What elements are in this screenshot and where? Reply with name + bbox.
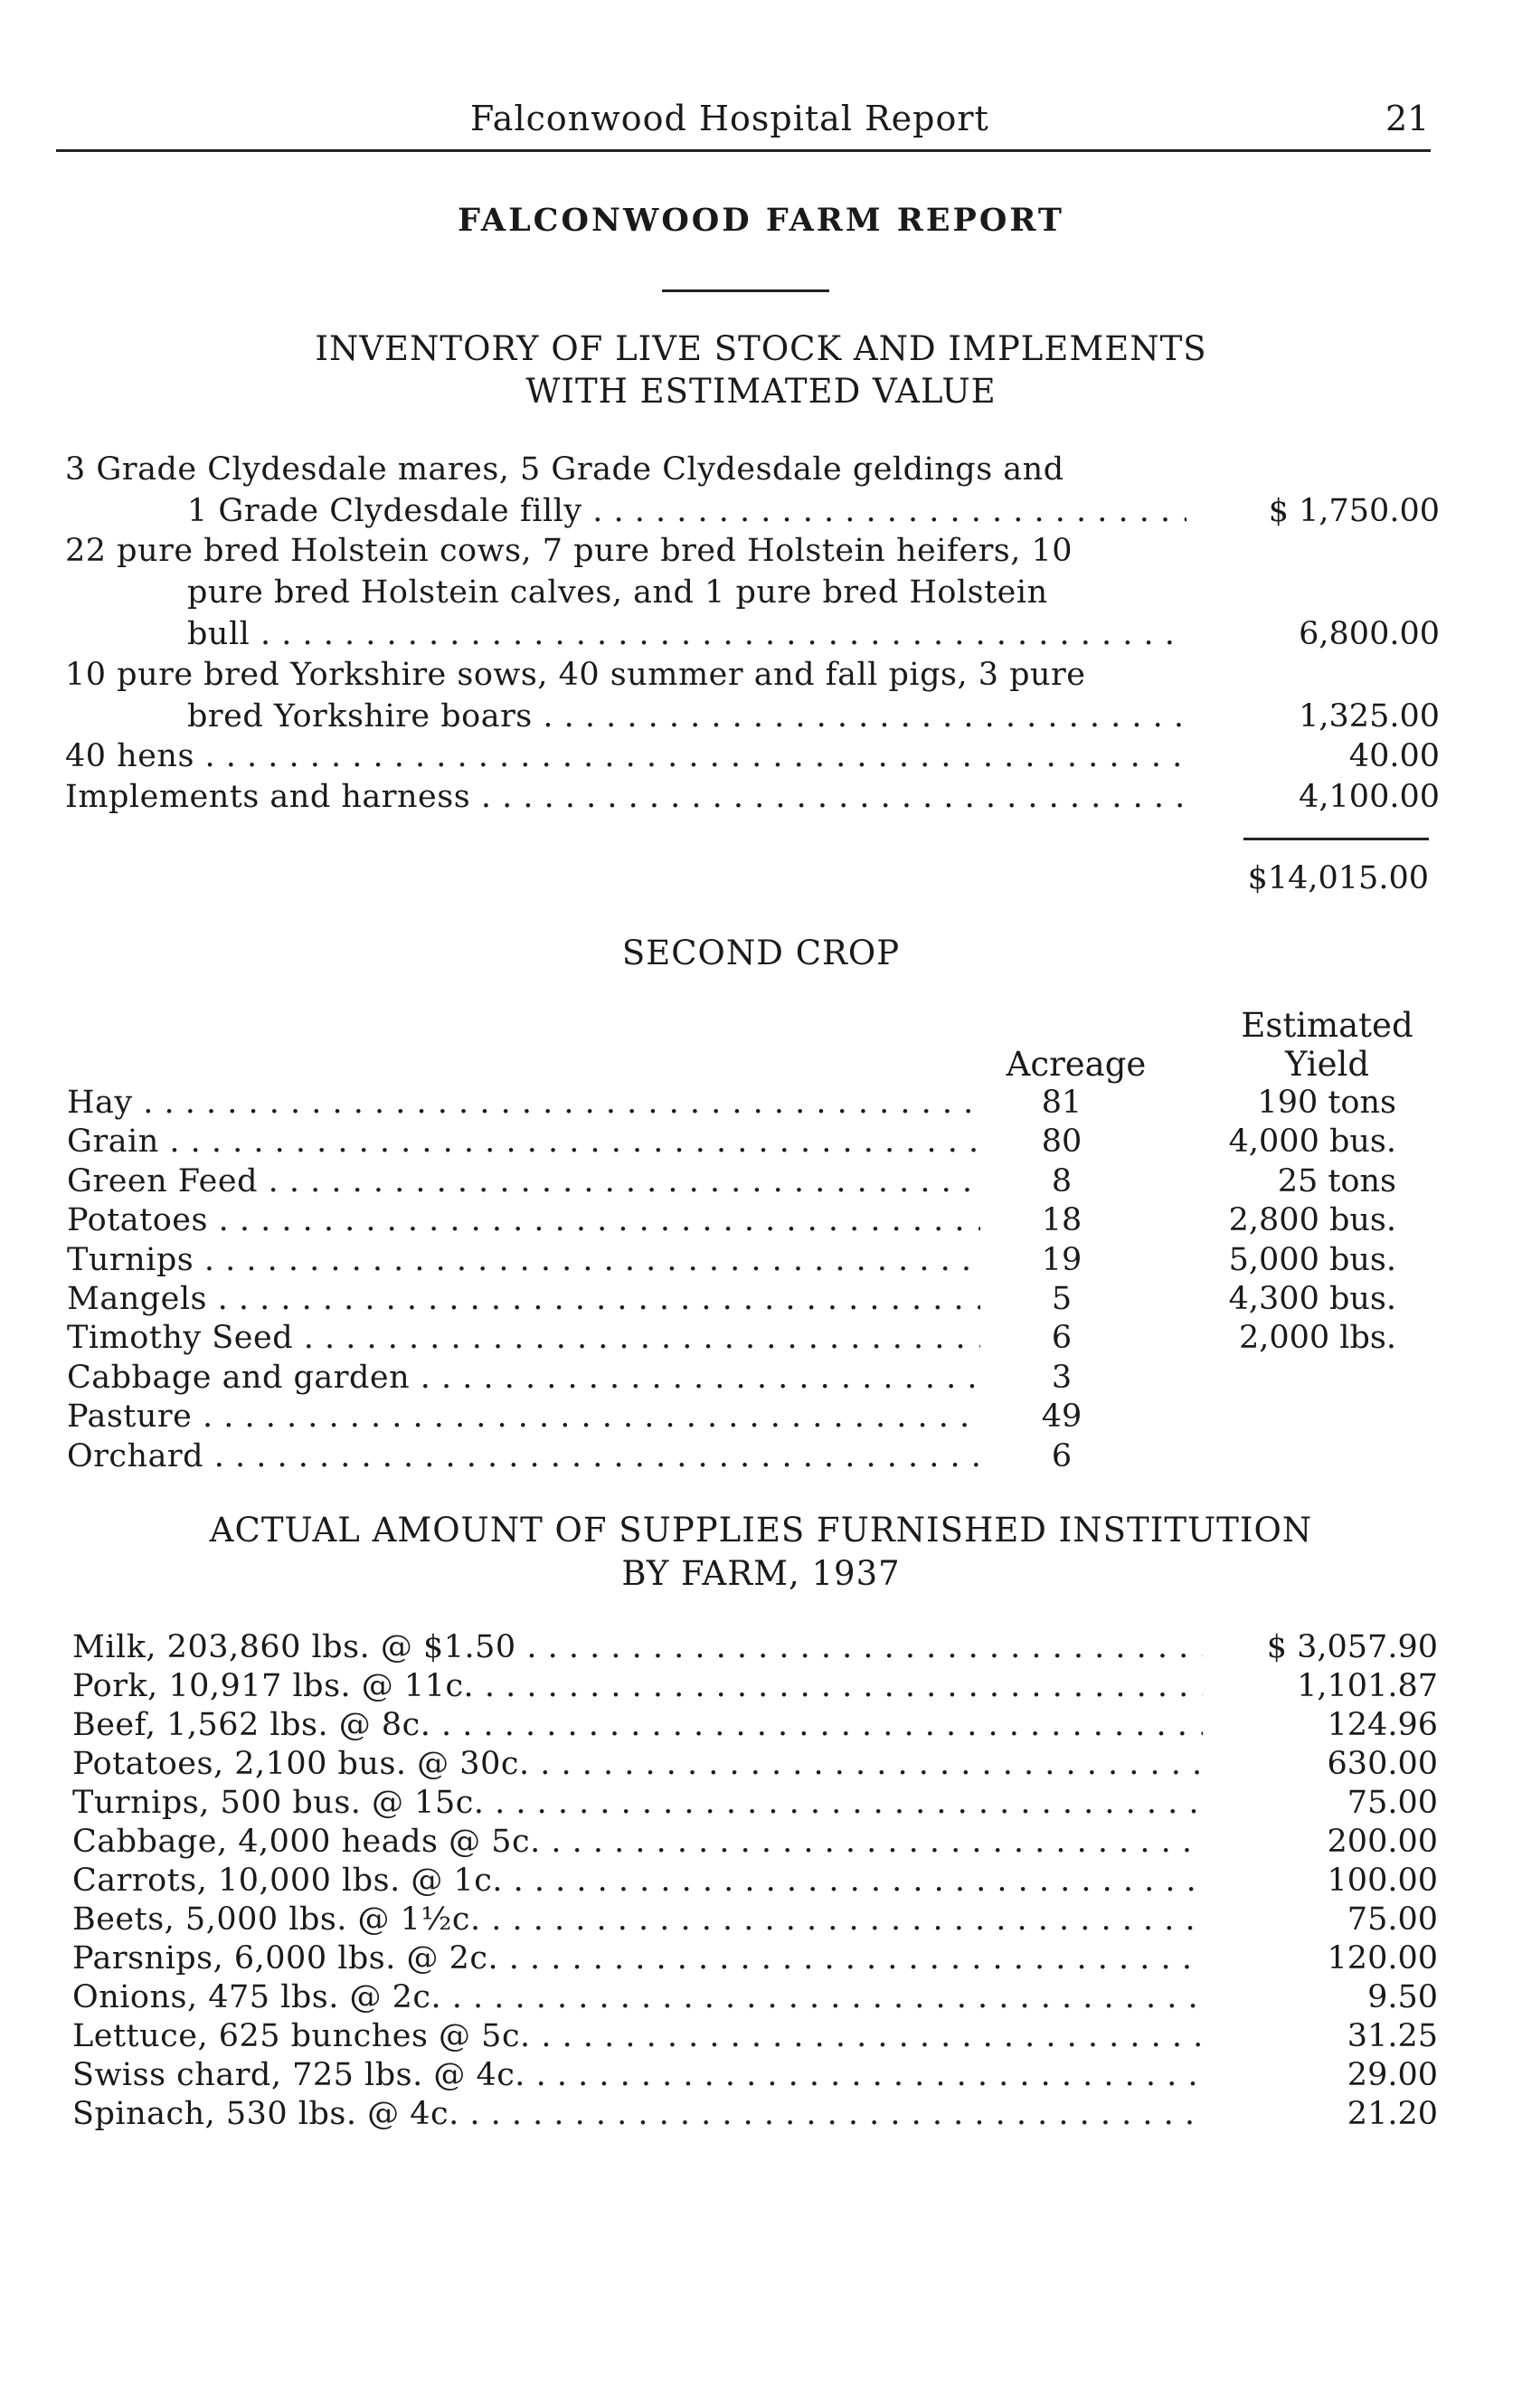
supply-item: Cabbage, 4,000 heads @ 5c. . . . (72, 1823, 1203, 1862)
supply-amount: 1,101.87 (1297, 1668, 1438, 1704)
crop-acreage: 18 (1041, 1202, 1082, 1239)
inventory-item-hens (65, 737, 1440, 779)
supply-amount: 100.00 (1327, 1863, 1438, 1899)
inventory-item-text: pure bred Holstein calves, and 1 pure bred Holstein (187, 574, 1048, 611)
supplies-table (72, 1628, 1438, 2134)
inventory-item-cattle (65, 532, 1440, 657)
supply-item: Milk, 203,860 lbs. @ $1.50 . . . (72, 1628, 1203, 1667)
crop-acreage: 6 (1051, 1320, 1073, 1357)
crop-name: Green Feed . . . (67, 1162, 980, 1201)
page-number: 21 (1385, 99, 1430, 138)
crop-yield: 2,800 bus. (1228, 1202, 1396, 1239)
supply-item: Potatoes, 2,100 bus. @ 30c. . . . (72, 1745, 1203, 1784)
crop-acreage: 49 (1041, 1398, 1082, 1436)
table-row (67, 1398, 1442, 1436)
table-row (72, 1706, 1438, 1745)
table-row (67, 1280, 1442, 1319)
table-row (67, 1162, 1442, 1201)
crop-name: Orchard . . . (67, 1437, 980, 1476)
crop-yield: 25 tons (1277, 1162, 1396, 1199)
crop-name: Cabbage and garden . . . (67, 1359, 980, 1398)
crop-acreage: 8 (1051, 1162, 1073, 1199)
supply-item: Lettuce, 625 bunches @ 5c. . . . (72, 2017, 1203, 2056)
crop-name: Potatoes . . . (67, 1201, 980, 1240)
inventory-item-text: 1 Grade Clydesdale filly . . . (187, 492, 1186, 531)
inventory-heading-line2: WITH ESTIMATED VALUE (525, 372, 997, 411)
crop-yield: 5,000 bus. (1228, 1241, 1396, 1278)
inventory-item-text: 3 Grade Clydesdale mares, 5 Grade Clydesdale geldings and (65, 451, 1064, 488)
supply-item: Parsnips, 6,000 lbs. @ 2c. . . . (72, 1939, 1203, 1978)
table-row (72, 1745, 1438, 1784)
supply-item: Beets, 5,000 lbs. @ 1½c. . . . (72, 1901, 1203, 1939)
supply-item: Beef, 1,562 lbs. @ 8c. . . . (72, 1706, 1203, 1745)
inventory-item-text: Implements and harness . . . (65, 778, 1186, 817)
inventory-item-text: 10 pure bred Yorkshire sows, 40 summer and fall pigs, 3 pure (65, 657, 1086, 693)
table-row (67, 1319, 1442, 1358)
crop-name: Pasture . . . (67, 1398, 980, 1436)
supply-amount: 21.20 (1347, 2096, 1438, 2132)
second-crop-heading: SECOND CROP (621, 934, 901, 972)
column-header-yield-line1: Estimated (1241, 1006, 1413, 1045)
table-row (67, 1123, 1442, 1161)
crop-name: Turnips . . . (67, 1241, 980, 1280)
table-row (72, 2017, 1438, 2056)
supply-item: Carrots, 10,000 lbs. @ 1c. . . . (72, 1862, 1203, 1901)
crop-name: Hay . . . (67, 1084, 980, 1123)
supply-amount: 31.25 (1347, 2018, 1438, 2054)
inventory-item-pigs (65, 656, 1440, 739)
report-title: FALCONWOOD FARM REPORT (458, 202, 1064, 239)
inventory-total: $14,015.00 (1247, 860, 1429, 896)
supply-item: Onions, 475 lbs. @ 2c. . . . (72, 1978, 1203, 2017)
supply-amount: 75.00 (1347, 1785, 1438, 1821)
total-rule (1243, 838, 1429, 840)
table-row (67, 1084, 1442, 1123)
inventory-item-amount: $ 1,750.00 (1268, 493, 1440, 529)
crop-yield: 190 tons (1257, 1085, 1396, 1121)
table-row (72, 1667, 1438, 1706)
crop-yield: 4,000 bus. (1228, 1123, 1396, 1161)
supply-item: Swiss chard, 725 lbs. @ 4c. . . . (72, 2056, 1203, 2095)
inventory-item-implements (65, 778, 1440, 820)
supply-item: Pork, 10,917 lbs. @ 11c. . . . (72, 1667, 1203, 1706)
running-head (0, 100, 1522, 145)
inventory-item-text: 40 hens . . . (65, 737, 1186, 776)
inventory-item-amount: 1,325.00 (1299, 698, 1440, 735)
supply-amount: 630.00 (1327, 1746, 1438, 1782)
supplies-heading-line1: ACTUAL AMOUNT OF SUPPLIES FURNISHED INSTITUTION (209, 1511, 1313, 1550)
supplies-heading-line2: BY FARM, 1937 (621, 1554, 901, 1593)
column-header-yield-line2: Yield (1284, 1045, 1370, 1084)
inventory-item-amount: 40.00 (1348, 738, 1440, 774)
crop-yield: 2,000 lbs. (1238, 1320, 1396, 1357)
table-row (67, 1201, 1442, 1240)
supply-amount: $ 3,057.90 (1266, 1629, 1438, 1665)
crop-acreage: 19 (1041, 1241, 1082, 1278)
inventory-item-amount: 6,800.00 (1299, 616, 1440, 652)
table-row (72, 2056, 1438, 2095)
supply-item: Turnips, 500 bus. @ 15c. . . . (72, 1784, 1203, 1823)
table-row (72, 1978, 1438, 2017)
supply-amount: 9.50 (1367, 1979, 1438, 2015)
supply-amount: 200.00 (1327, 1824, 1438, 1860)
crop-yield: 4,300 bus. (1228, 1280, 1396, 1317)
supply-item: Spinach, 530 lbs. @ 4c. . . . (72, 2095, 1203, 2134)
second-crop-table (67, 1084, 1442, 1476)
crop-acreage: 80 (1041, 1123, 1082, 1161)
table-row (67, 1437, 1442, 1476)
table-row (67, 1241, 1442, 1280)
inventory-item-text: bull . . . (187, 615, 1186, 654)
column-header-acreage: Acreage (1006, 1045, 1147, 1084)
table-row (72, 1784, 1438, 1823)
inventory-item-horses (65, 450, 1440, 534)
inventory-item-text: bred Yorkshire boars . . . (187, 697, 1186, 736)
inventory-item-text: 22 pure bred Holstein cows, 7 pure bred Holstein heifers, 10 (65, 533, 1073, 569)
supply-amount: 29.00 (1347, 2057, 1438, 2093)
supply-amount: 124.96 (1327, 1707, 1438, 1743)
crop-acreage: 5 (1051, 1280, 1073, 1317)
table-row (72, 1628, 1438, 1667)
inventory-item-amount: 4,100.00 (1299, 779, 1440, 815)
inventory-heading-line1: INVENTORY OF LIVE STOCK AND IMPLEMENTS (315, 329, 1207, 368)
header-rule (56, 149, 1431, 152)
crop-name: Grain . . . (67, 1123, 980, 1161)
crop-acreage: 3 (1051, 1359, 1073, 1396)
table-row (72, 1823, 1438, 1862)
running-title: Falconwood Hospital Report (470, 99, 989, 138)
crop-name: Timothy Seed . . . (67, 1319, 980, 1358)
crop-acreage: 6 (1051, 1437, 1073, 1474)
crop-name: Mangels . . . (67, 1280, 980, 1319)
crop-acreage: 81 (1041, 1085, 1082, 1121)
title-divider (662, 289, 829, 292)
supply-amount: 120.00 (1327, 1940, 1438, 1977)
supply-amount: 75.00 (1347, 1901, 1438, 1938)
table-row (72, 1901, 1438, 1939)
table-row (72, 1862, 1438, 1901)
table-row (67, 1359, 1442, 1398)
table-row (72, 1939, 1438, 1978)
table-row (72, 2095, 1438, 2134)
